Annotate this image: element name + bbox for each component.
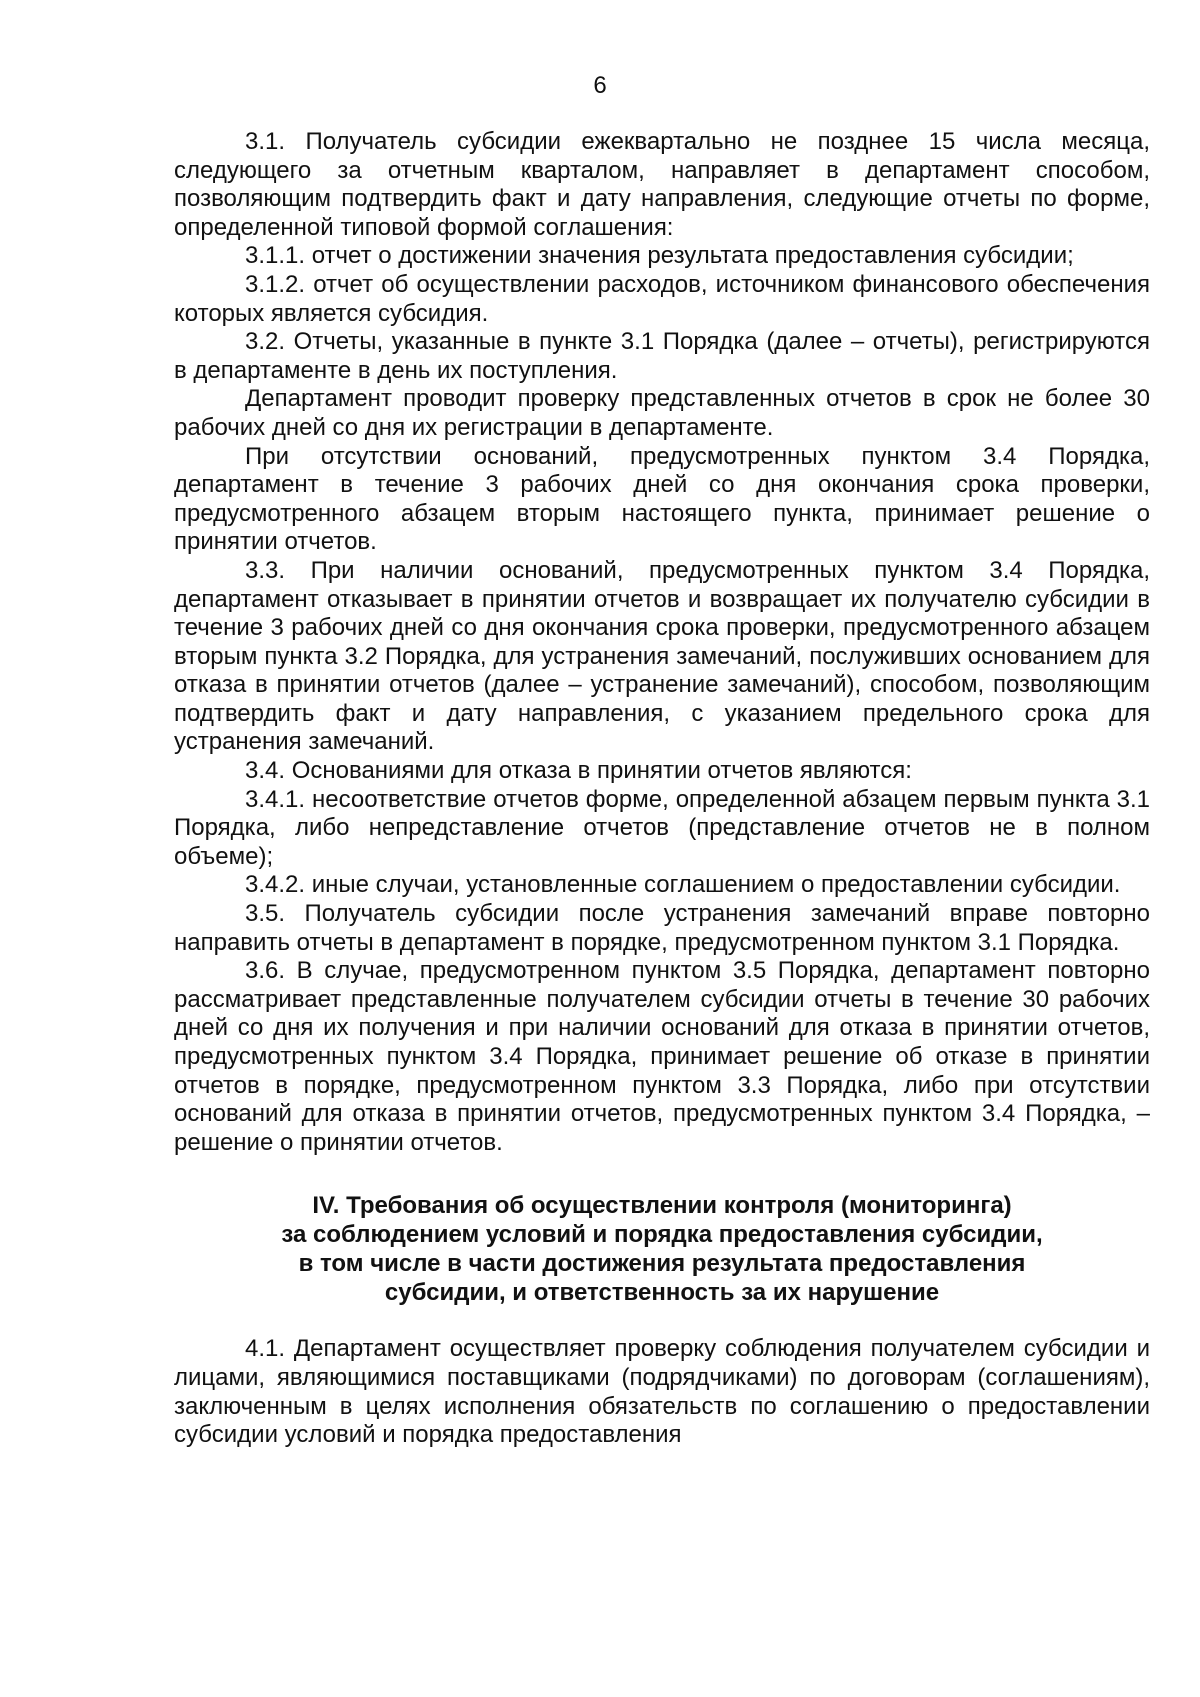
paragraph-3-2-decision: При отсутствии оснований, предусмотренных пунктом 3.4 Порядка, департамент в течение 3 рабочих дней со дня окончания срока проверки, предусмотренного абзацем вторым настоящего пункта, принимает решение о принятии отчетов.: [174, 442, 1150, 556]
paragraph-3-6: 3.6. В случае, предусмотренном пунктом 3.5 Порядка, департамент повторно рассматривает представленные получателем субсидии отчеты в течение 30 рабочих дней со дня их получения и при наличии оснований для отказа в принятии отчетов, предусмотренных пунктом 3.4 Порядка, принимает решение об отказе в принятии отчетов в порядке, предусмотренном пунктом 3.3 Порядка, либо при отсутствии оснований для отказа в принятии отчетов, предусмотренных пунктом 3.4 Порядка, – решение о принятии отчетов.: [174, 957, 1150, 1156]
section-heading-iv: [174, 1191, 1150, 1307]
paragraph-3-3: 3.3. При наличии оснований, предусмотренных пунктом 3.4 Порядка, департамент отказывает в принятии отчетов и возвращает их получателю субсидии в течение 3 рабочих дней со дня окончания срока проверки, предусмотренного абзацем вторым пункта 3.2 Порядка, для устранения замечаний, послуживших основанием для отказа в принятии отчетов (далее – устранение замечаний), способом, позволяющим подтвердить факт и дату направления, с указанием предельного срока для устранения замечаний.: [174, 556, 1150, 756]
section-heading-line: субсидии, и ответственность за их нарушение: [384, 1279, 940, 1307]
paragraph-3-4: 3.4. Основаниями для отказа в принятии отчетов являются:: [245, 757, 912, 785]
page-number: 6: [593, 72, 607, 99]
paragraph-3-1: 3.1. Получатель субсидии ежеквартально не позднее 15 числа месяца, следующего за отчетным кварталом, направляет в департамент способом, позволяющим подтвердить факт и дату направления, следующие отчеты по форме, определенной типовой формой соглашения:: [174, 128, 1150, 241]
section-heading-line: IV. Требования об осуществлении контроля (мониторинга): [312, 1192, 1012, 1220]
document-body: [174, 128, 1150, 1450]
paragraph-3-4-1: 3.4.1. несоответствие отчетов форме, определенной абзацем первым пункта 3.1 Порядка, либо непредставление отчетов (представление отчетов не в полном объеме);: [174, 785, 1150, 870]
paragraph-3-4-2: 3.4.2. иные случаи, установленные соглашением о предоставлении субсидии.: [245, 871, 1121, 899]
paragraph-3-2: 3.2. Отчеты, указанные в пункте 3.1 Порядка (далее – отчеты), регистрируются в департаменте в день их поступления.: [174, 328, 1150, 384]
paragraph-4-1: 4.1. Департамент осуществляет проверку соблюдения получателем субсидии и лицами, являющимися поставщиками (подрядчиками) по договорам (соглашениям), заключенным в целях исполнения обязательств по соглашению о предоставлении субсидии условий и порядка предоставления: [174, 1335, 1150, 1449]
section-heading-line: в том числе в части достижения результата предоставления: [298, 1250, 1026, 1278]
section-heading-line: за соблюдением условий и порядка предоставления субсидии,: [281, 1221, 1043, 1249]
paragraph-3-1-1: 3.1.1. отчет о достижении значения результата предоставления субсидии;: [245, 242, 1074, 270]
paragraph-3-5: 3.5. Получатель субсидии после устранения замечаний вправе повторно направить отчеты в департамент в порядке, предусмотренном пунктом 3.1 Порядка.: [174, 900, 1150, 956]
paragraph-3-1-2: 3.1.2. отчет об осуществлении расходов, источником финансового обеспечения которых является субсидия.: [174, 270, 1150, 327]
paragraph-3-2-review: Департамент проводит проверку представленных отчетов в срок не более 30 рабочих дней со дня их регистрации в департаменте.: [174, 385, 1150, 441]
